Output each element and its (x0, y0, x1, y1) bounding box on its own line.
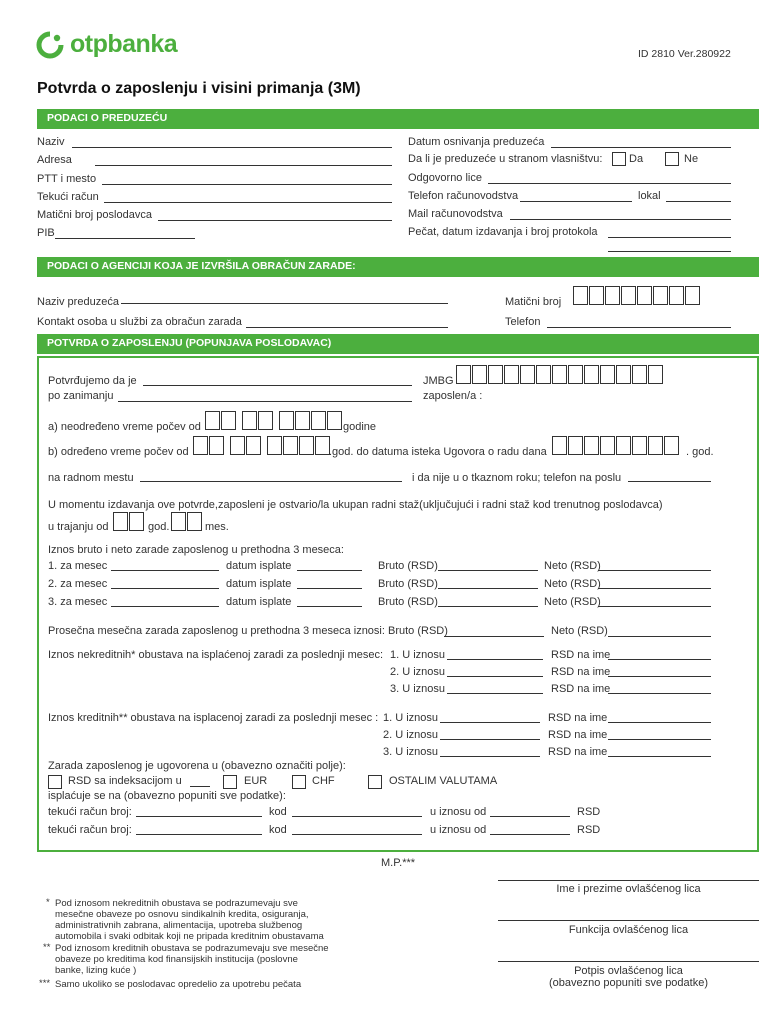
field-tekuci-2[interactable] (136, 834, 262, 835)
label-mp: M.P.*** (381, 857, 416, 869)
field-prosecna-neto[interactable] (608, 636, 711, 637)
otp-logo-icon (36, 31, 64, 59)
field-zanimanje[interactable] (118, 401, 412, 402)
label-k-iznos-2: 2. U iznosu (383, 729, 439, 741)
footnote-2: Pod iznosom kreditnih obustava se podrazumevaju sve mesečne obaveze po kreditima kod finansijskih institucija (poslovne banke, lizing kuće ) (55, 943, 329, 976)
odredjeno-date-boxes[interactable] (193, 436, 331, 455)
footnote-3: Samo ukoliko se poslodavac opredelio za upotrebu pečata (55, 979, 302, 990)
staz-god-boxes[interactable] (113, 512, 145, 531)
label-tekuci-2: tekući račun broj: (48, 824, 132, 836)
field-naziv[interactable] (72, 147, 392, 148)
footnote-3-mark: *** (39, 978, 51, 989)
salary-row-3-label: 3. za mesec (48, 596, 108, 608)
section-agency-title: PODACI O AGENCIJI KOJA JE IZVRŠILA OBRAČUN ZARADE: (37, 257, 759, 277)
label-neto-1: Neto (RSD) (544, 560, 601, 572)
label-chf: CHF (312, 775, 335, 787)
label-god-short: god. (148, 521, 170, 533)
field-kontakt[interactable] (246, 327, 448, 328)
field-nk-2[interactable] (447, 676, 543, 677)
field-bruto-1[interactable] (438, 570, 538, 571)
field-indeksacija[interactable] (190, 786, 210, 787)
field-neto-2[interactable] (598, 588, 711, 589)
field-radno-mesto[interactable] (140, 481, 402, 482)
field-bruto-2[interactable] (438, 588, 538, 589)
label-agency-naziv: Naziv preduzeća (37, 296, 119, 308)
checkbox-rsd[interactable] (48, 775, 62, 789)
label-agency-telefon: Telefon (505, 316, 541, 328)
label-bruto-3: Bruto (RSD) (378, 596, 438, 608)
field-nk-1[interactable] (447, 659, 543, 660)
label-u-iznosu-od-1: u iznosu od (430, 806, 487, 818)
field-telefon-posao[interactable] (628, 481, 711, 482)
field-prosecna-bruto[interactable] (444, 636, 544, 637)
label-naziv: Naziv (37, 136, 65, 148)
ugovor-date-boxes[interactable] (552, 436, 680, 455)
label-nk-iznos-3: 3. U iznosu (390, 683, 446, 695)
label-prosecna: Prosečna mesečna zarada zaposlenog u prethodna 3 meseca iznosi: Bruto (RSD) (48, 625, 448, 637)
label-nk-rsd-1: RSD na ime (551, 649, 611, 661)
field-k-ime-2[interactable] (608, 739, 711, 740)
field-pecat[interactable] (608, 237, 731, 238)
label-mes: mes. (205, 521, 229, 533)
field-ime[interactable] (143, 385, 412, 386)
field-nk-ime-2[interactable] (608, 676, 711, 677)
label-u-iznosu-od-2: u iznosu od (430, 824, 487, 836)
label-da: Da (629, 153, 644, 165)
label-kod-2: kod (269, 824, 287, 836)
label-neto-3: Neto (RSD) (544, 596, 601, 608)
label-bruto-1: Bruto (RSD) (378, 560, 438, 572)
field-pecat-2[interactable] (608, 251, 731, 252)
label-datum-isplate-3: datum isplate (226, 596, 292, 608)
field-k-2[interactable] (440, 739, 540, 740)
label-bruto-2: Bruto (RSD) (378, 578, 438, 590)
footnote-2-mark: ** (43, 942, 51, 953)
label-po-zanimanju: po zanimanju (48, 390, 114, 402)
field-bruto-3[interactable] (438, 606, 538, 607)
salary-row-2-label: 2. za mesec (48, 578, 108, 590)
label-nk-iznos-1: 1. U iznosu (390, 649, 446, 661)
field-racun[interactable] (104, 202, 392, 203)
label-rsd-2: RSD (577, 824, 601, 836)
field-adresa[interactable] (95, 165, 392, 166)
field-nk-3[interactable] (447, 693, 543, 694)
label-datum-isplate-1: datum isplate (226, 560, 292, 572)
field-tekuci-1[interactable] (136, 816, 262, 817)
label-pib: PIB (37, 227, 55, 239)
neodredjeno-date-boxes[interactable] (205, 411, 343, 430)
label-k-rsd-3: RSD na ime (548, 746, 608, 758)
label-rsd-idx: RSD sa indeksacijom u (68, 775, 182, 787)
field-pib[interactable] (55, 238, 195, 239)
label-k-iznos-1: 1. U iznosu (383, 712, 439, 724)
label-datum-isplate-2: datum isplate (226, 578, 292, 590)
label-jmbg: JMBG (423, 375, 454, 387)
label-tekuci-1: tekući račun broj: (48, 806, 132, 818)
field-telefon[interactable] (520, 201, 632, 202)
agency-mb-boxes[interactable] (573, 286, 701, 305)
label-prosecna-neto: Neto (RSD) (551, 625, 608, 637)
field-kod-1[interactable] (292, 816, 422, 817)
field-ime-ovlascenog[interactable] (498, 880, 759, 881)
field-k-3[interactable] (440, 756, 540, 757)
field-datum-2[interactable] (297, 588, 362, 589)
checkbox-strano-ne[interactable] (665, 152, 679, 166)
label-telefon: Telefon računovodstva (408, 190, 519, 202)
label-god-do: .god. do datuma isteka Ugovora o radu dana (329, 446, 547, 458)
field-k-ime-3[interactable] (608, 756, 711, 757)
field-odgovorno[interactable] (488, 183, 731, 184)
label-mail: Mail računovodstva (408, 208, 503, 220)
field-datum-3[interactable] (297, 606, 362, 607)
field-nk-ime-3[interactable] (608, 693, 711, 694)
field-kod-2[interactable] (292, 834, 422, 835)
label-ostalim: OSTALIM VALUTAMA (389, 775, 498, 787)
label-k-rsd-2: RSD na ime (548, 729, 608, 741)
label-radno-mesto: na radnom mestu (48, 472, 134, 484)
label-nk-rsd-3: RSD na ime (551, 683, 611, 695)
label-kontakt: Kontakt osoba u službi za obračun zarada (37, 316, 242, 328)
label-odgovorno: Odgovorno lice (408, 172, 482, 184)
label-lokal: lokal (638, 190, 661, 202)
label-nk-rsd-2: RSD na ime (551, 666, 611, 678)
label-funkcija: Funkcija ovlašćenog lica (568, 924, 689, 936)
field-mesec-2[interactable] (111, 588, 219, 589)
doc-id: ID 2810 Ver.280922 (638, 48, 731, 60)
field-iznos-2[interactable] (490, 834, 570, 835)
checkbox-chf[interactable] (292, 775, 306, 789)
label-iznos-title: Iznos bruto i neto zarade zaposlenog u prethodna 3 meseca: (48, 544, 344, 556)
label-agency-mb: Matični broj (505, 296, 562, 308)
section-company-title: PODACI O PREDUZEĆU (37, 109, 759, 129)
label-pecat: Pečat, datum izdavanja i broj protokola (408, 226, 598, 238)
otp-logo (36, 30, 177, 59)
label-nk-iznos-2: 2. U iznosu (390, 666, 446, 678)
label-ugovorena: Zarada zaposlenog je ugovorena u (obavezno označiti polje): (48, 760, 346, 772)
label-eur: EUR (244, 775, 268, 787)
label-odredjeno: b) određeno vreme počev od (48, 446, 189, 458)
label-potvrdjujemo: Potvrđujemo da je (48, 375, 137, 387)
label-neodredjeno: a) neodređeno vreme počev od (48, 421, 201, 433)
label-zaposlen: zaposlen/a : (423, 390, 483, 402)
label-k-rsd-1: RSD na ime (548, 712, 608, 724)
label-kod-1: kod (269, 806, 287, 818)
label-kreditne: Iznos kreditnih** obustava na isplacenoj zaradi za poslednji mesec : (48, 712, 379, 724)
footnote-1-mark: * (46, 897, 50, 908)
salary-row-1-label: 1. za mesec (48, 560, 108, 572)
label-god: . god. (686, 446, 714, 458)
page-title: Potvrda o zaposlenju i visini primanja (3M) (37, 80, 361, 97)
field-lokal[interactable] (666, 201, 731, 202)
field-mesec-1[interactable] (111, 570, 219, 571)
footnote-1: Pod iznosom nekreditnih obustava se podrazumevaju sve mesečne obaveze po osnovu sindikalnih kredita, osiguranja, administrativnih zabrana, alimentacija, upotreba službenog automobila i svaki odbitak koji ne pripada kreditnim obustavama (55, 898, 324, 942)
label-ptt: PTT i mesto (37, 173, 97, 185)
label-ne: Ne (684, 153, 699, 165)
label-mb: Matični broj poslodavca (37, 209, 152, 221)
field-funkcija[interactable] (498, 920, 759, 921)
field-neto-1[interactable] (598, 570, 711, 571)
staz-mes-boxes[interactable] (171, 512, 203, 531)
label-potpis: Potpis ovlašćenog lica (574, 965, 683, 977)
label-kazna: i da nije u o tkaznom roku; telefon na poslu (412, 472, 622, 484)
field-mesec-3[interactable] (111, 606, 219, 607)
field-k-1[interactable] (440, 722, 540, 723)
label-ime-ovlascenog: Ime i prezime ovlašćenog lica (556, 883, 701, 895)
field-nk-ime-1[interactable] (608, 659, 711, 660)
label-staz: U momentu izdavanja ove potvrde,zaposleni je ostvario/la ukupan radni staž(uključujući i radni staž kod trenutnog poslodavca) (48, 499, 663, 511)
field-mail[interactable] (510, 219, 731, 220)
logo-text: otpbanka (70, 30, 178, 58)
label-rsd-1: RSD (577, 806, 601, 818)
label-racun: Tekući račun (37, 191, 99, 203)
label-adresa: Adresa (37, 154, 72, 166)
jmbg-boxes[interactable] (456, 365, 664, 384)
field-agency-telefon[interactable] (547, 327, 731, 328)
field-potpis[interactable] (498, 961, 759, 962)
checkbox-strano-da[interactable] (612, 152, 626, 166)
label-isplacuje: isplaćuje se na (obavezno popuniti sve podatke): (48, 790, 286, 802)
label-k-iznos-3: 3. U iznosu (383, 746, 439, 758)
checkbox-eur[interactable] (223, 775, 237, 789)
label-u-trajanju: u trajanju od (48, 521, 109, 533)
field-k-ime-1[interactable] (608, 722, 711, 723)
field-datum-osn[interactable] (551, 147, 731, 148)
field-ptt[interactable] (102, 184, 392, 185)
label-potpis-note: (obavezno popuniti sve podatke) (549, 977, 708, 989)
checkbox-ostalim[interactable] (368, 775, 382, 789)
field-iznos-1[interactable] (490, 816, 570, 817)
label-godine: godine (343, 421, 377, 433)
field-neto-3[interactable] (598, 606, 711, 607)
section-employment-title: POTVRDA O ZAPOSLENJU (POPUNJAVA POSLODAVAC) (37, 334, 759, 354)
label-neto-2: Neto (RSD) (544, 578, 601, 590)
field-mb[interactable] (158, 220, 392, 221)
field-agency-naziv[interactable] (121, 303, 448, 304)
label-datum-osn: Datum osnivanja preduzeća (408, 136, 545, 148)
field-datum-1[interactable] (297, 570, 362, 571)
label-nekreditne: Iznos nekreditnih* obustava na isplaćenoj zaradi za poslednji mesec: (48, 649, 384, 661)
label-strano: Da li je preduzeće u stranom vlasništvu: (408, 153, 603, 165)
